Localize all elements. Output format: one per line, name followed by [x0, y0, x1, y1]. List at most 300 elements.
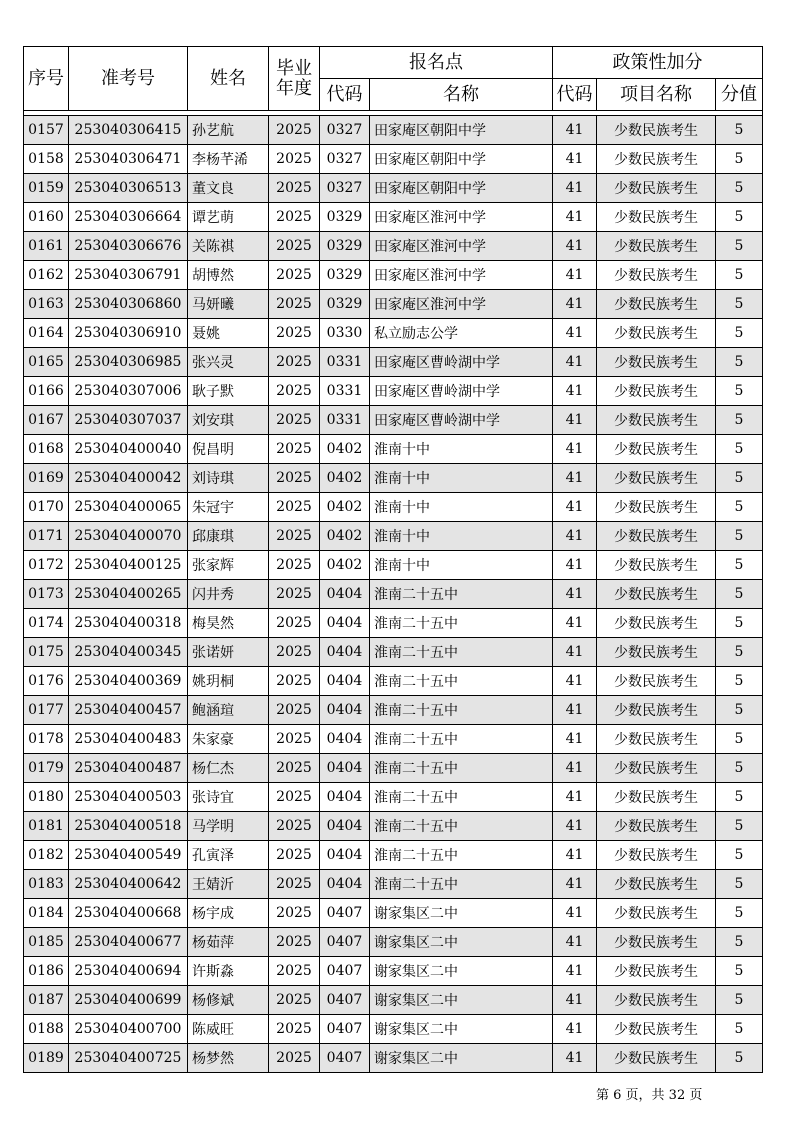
cell-seq: 0178 [24, 725, 69, 754]
cell-policy-item: 少数民族考生 [597, 1015, 716, 1044]
cell-exam-no: 253040400040 [69, 435, 188, 464]
cell-policy-item: 少数民族考生 [597, 841, 716, 870]
cell-policy-code: 41 [553, 290, 597, 319]
cell-seq: 0165 [24, 348, 69, 377]
cell-name: 许斯淼 [188, 957, 269, 986]
cell-grad-year: 2025 [269, 696, 320, 725]
cell-seq: 0173 [24, 580, 69, 609]
cell-policy-score: 5 [716, 290, 763, 319]
table-row [24, 580, 763, 609]
cell-exam-no: 253040307006 [69, 377, 188, 406]
cell-policy-score: 5 [716, 232, 763, 261]
table-row [24, 783, 763, 812]
table-row [24, 725, 763, 754]
cell-policy-code: 41 [553, 725, 597, 754]
cell-name: 孔寅泽 [188, 841, 269, 870]
cell-policy-score: 5 [716, 783, 763, 812]
cell-exam-no: 253040400345 [69, 638, 188, 667]
cell-policy-score: 5 [716, 406, 763, 435]
cell-exam-no: 253040400700 [69, 1015, 188, 1044]
cell-reg-code: 0402 [320, 551, 370, 580]
cell-policy-code: 41 [553, 232, 597, 261]
table-row [24, 290, 763, 319]
cell-policy-code: 41 [553, 957, 597, 986]
cell-exam-no: 253040306415 [69, 116, 188, 145]
cell-name: 姚玥桐 [188, 667, 269, 696]
table-row [24, 145, 763, 174]
cell-name: 张兴灵 [188, 348, 269, 377]
table-row [24, 522, 763, 551]
cell-policy-code: 41 [553, 319, 597, 348]
cell-grad-year: 2025 [269, 232, 320, 261]
cell-reg-name: 谢家集区二中 [370, 957, 553, 986]
cell-reg-code: 0331 [320, 406, 370, 435]
cell-grad-year: 2025 [269, 261, 320, 290]
cell-policy-score: 5 [716, 116, 763, 145]
cell-policy-score: 5 [716, 609, 763, 638]
cell-policy-item: 少数民族考生 [597, 319, 716, 348]
cell-grad-year: 2025 [269, 203, 320, 232]
cell-reg-code: 0404 [320, 841, 370, 870]
cell-policy-item: 少数民族考生 [597, 609, 716, 638]
cell-name: 杨修斌 [188, 986, 269, 1015]
cell-policy-code: 41 [553, 812, 597, 841]
cell-policy-score: 5 [716, 580, 763, 609]
cell-policy-code: 41 [553, 493, 597, 522]
cell-policy-code: 41 [553, 783, 597, 812]
cell-seq: 0180 [24, 783, 69, 812]
cell-policy-score: 5 [716, 348, 763, 377]
cell-reg-code: 0404 [320, 870, 370, 899]
cell-grad-year: 2025 [269, 1044, 320, 1073]
cell-reg-code: 0404 [320, 638, 370, 667]
cell-exam-no: 253040400483 [69, 725, 188, 754]
cell-seq: 0160 [24, 203, 69, 232]
cell-exam-no: 253040400549 [69, 841, 188, 870]
cell-seq: 0161 [24, 232, 69, 261]
cell-reg-name: 田家庵区朝阳中学 [370, 116, 553, 145]
cell-name: 刘诗琪 [188, 464, 269, 493]
table-row [24, 406, 763, 435]
table-row [24, 261, 763, 290]
cell-reg-name: 淮南十中 [370, 551, 553, 580]
cell-name: 王婧沂 [188, 870, 269, 899]
table-row [24, 928, 763, 957]
cell-reg-code: 0404 [320, 812, 370, 841]
cell-reg-code: 0404 [320, 580, 370, 609]
header-name: 姓名 [188, 47, 269, 111]
table-row [24, 841, 763, 870]
cell-name: 聂姚 [188, 319, 269, 348]
cell-exam-no: 253040400070 [69, 522, 188, 551]
cell-exam-no: 253040400503 [69, 783, 188, 812]
table-row [24, 348, 763, 377]
table-row [24, 1015, 763, 1044]
cell-policy-item: 少数民族考生 [597, 116, 716, 145]
cell-name: 梅昊然 [188, 609, 269, 638]
cell-exam-no: 253040400518 [69, 812, 188, 841]
cell-policy-item: 少数民族考生 [597, 232, 716, 261]
cell-reg-name: 谢家集区二中 [370, 1044, 553, 1073]
cell-policy-score: 5 [716, 754, 763, 783]
cell-policy-item: 少数民族考生 [597, 522, 716, 551]
cell-grad-year: 2025 [269, 754, 320, 783]
cell-policy-item: 少数民族考生 [597, 986, 716, 1015]
cell-seq: 0169 [24, 464, 69, 493]
cell-policy-score: 5 [716, 986, 763, 1015]
cell-policy-score: 5 [716, 464, 763, 493]
cell-policy-code: 41 [553, 696, 597, 725]
table-row [24, 754, 763, 783]
cell-policy-item: 少数民族考生 [597, 580, 716, 609]
cell-policy-item: 少数民族考生 [597, 406, 716, 435]
table-row [24, 609, 763, 638]
cell-exam-no: 253040400457 [69, 696, 188, 725]
header-policy-item: 项目名称 [597, 79, 716, 111]
cell-reg-name: 淮南二十五中 [370, 870, 553, 899]
table-row [24, 551, 763, 580]
cell-policy-code: 41 [553, 899, 597, 928]
cell-exam-no: 253040400642 [69, 870, 188, 899]
cell-reg-code: 0402 [320, 435, 370, 464]
cell-name: 闪井秀 [188, 580, 269, 609]
cell-policy-code: 41 [553, 348, 597, 377]
cell-name: 倪昌明 [188, 435, 269, 464]
cell-reg-code: 0407 [320, 1015, 370, 1044]
cell-name: 张诺妍 [188, 638, 269, 667]
cell-reg-code: 0407 [320, 986, 370, 1015]
cell-reg-name: 田家庵区淮河中学 [370, 203, 553, 232]
cell-policy-item: 少数民族考生 [597, 174, 716, 203]
cell-policy-item: 少数民族考生 [597, 957, 716, 986]
table-row [24, 957, 763, 986]
cell-seq: 0168 [24, 435, 69, 464]
cell-seq: 0189 [24, 1044, 69, 1073]
header-exam-no: 准考号 [69, 47, 188, 111]
cell-policy-code: 41 [553, 406, 597, 435]
table-row [24, 899, 763, 928]
cell-name: 朱家豪 [188, 725, 269, 754]
cell-grad-year: 2025 [269, 319, 320, 348]
cell-reg-code: 0407 [320, 899, 370, 928]
cell-policy-item: 少数民族考生 [597, 870, 716, 899]
cell-grad-year: 2025 [269, 1015, 320, 1044]
cell-reg-name: 淮南二十五中 [370, 667, 553, 696]
header-policy-score: 分值 [716, 79, 763, 111]
cell-reg-code: 0407 [320, 928, 370, 957]
cell-reg-name: 淮南二十五中 [370, 696, 553, 725]
cell-policy-item: 少数民族考生 [597, 145, 716, 174]
cell-exam-no: 253040400369 [69, 667, 188, 696]
cell-grad-year: 2025 [269, 116, 320, 145]
cell-seq: 0188 [24, 1015, 69, 1044]
cell-seq: 0163 [24, 290, 69, 319]
cell-reg-code: 0402 [320, 493, 370, 522]
cell-name: 杨茹萍 [188, 928, 269, 957]
cell-policy-item: 少数民族考生 [597, 812, 716, 841]
cell-reg-name: 田家庵区淮河中学 [370, 290, 553, 319]
cell-policy-code: 41 [553, 551, 597, 580]
cell-reg-name: 谢家集区二中 [370, 1015, 553, 1044]
table-body [24, 116, 763, 1073]
header-grad-year-text: 毕业年度 [276, 57, 312, 99]
cell-grad-year: 2025 [269, 464, 320, 493]
cell-exam-no: 253040400699 [69, 986, 188, 1015]
cell-policy-item: 少数民族考生 [597, 783, 716, 812]
cell-name: 马学明 [188, 812, 269, 841]
cell-reg-code: 0329 [320, 290, 370, 319]
cell-policy-score: 5 [716, 957, 763, 986]
cell-reg-name: 田家庵区朝阳中学 [370, 174, 553, 203]
cell-policy-item: 少数民族考生 [597, 464, 716, 493]
table-row [24, 1044, 763, 1073]
cell-grad-year: 2025 [269, 638, 320, 667]
cell-grad-year: 2025 [269, 145, 320, 174]
table-row [24, 812, 763, 841]
cell-policy-code: 41 [553, 464, 597, 493]
cell-policy-item: 少数民族考生 [597, 928, 716, 957]
header-grad-year [269, 47, 320, 111]
cell-seq: 0157 [24, 116, 69, 145]
cell-reg-code: 0329 [320, 261, 370, 290]
cell-exam-no: 253040307037 [69, 406, 188, 435]
cell-exam-no: 253040306985 [69, 348, 188, 377]
cell-policy-score: 5 [716, 899, 763, 928]
cell-reg-code: 0407 [320, 957, 370, 986]
cell-name: 谭艺萌 [188, 203, 269, 232]
cell-policy-score: 5 [716, 435, 763, 464]
cell-grad-year: 2025 [269, 522, 320, 551]
table-row [24, 232, 763, 261]
cell-policy-code: 41 [553, 580, 597, 609]
cell-policy-code: 41 [553, 261, 597, 290]
cell-seq: 0182 [24, 841, 69, 870]
cell-policy-score: 5 [716, 261, 763, 290]
cell-exam-no: 253040400677 [69, 928, 188, 957]
cell-reg-code: 0331 [320, 377, 370, 406]
cell-policy-code: 41 [553, 1044, 597, 1073]
header-reg-code: 代码 [320, 79, 370, 111]
cell-exam-no: 253040306513 [69, 174, 188, 203]
cell-grad-year: 2025 [269, 290, 320, 319]
cell-seq: 0176 [24, 667, 69, 696]
cell-reg-code: 0329 [320, 203, 370, 232]
cell-grad-year: 2025 [269, 783, 320, 812]
cell-reg-name: 私立励志公学 [370, 319, 553, 348]
cell-seq: 0175 [24, 638, 69, 667]
cell-seq: 0185 [24, 928, 69, 957]
cell-reg-name: 淮南二十五中 [370, 841, 553, 870]
cell-reg-code: 0404 [320, 754, 370, 783]
cell-seq: 0174 [24, 609, 69, 638]
table-row [24, 464, 763, 493]
cell-policy-code: 41 [553, 522, 597, 551]
cell-seq: 0187 [24, 986, 69, 1015]
cell-policy-score: 5 [716, 841, 763, 870]
table-row [24, 319, 763, 348]
table-row [24, 870, 763, 899]
cell-policy-code: 41 [553, 377, 597, 406]
cell-name: 杨梦然 [188, 1044, 269, 1073]
cell-policy-score: 5 [716, 725, 763, 754]
cell-name: 关陈祺 [188, 232, 269, 261]
cell-name: 孙艺航 [188, 116, 269, 145]
cell-name: 耿子默 [188, 377, 269, 406]
cell-reg-name: 淮南十中 [370, 493, 553, 522]
table-row [24, 377, 763, 406]
cell-reg-name: 淮南二十五中 [370, 812, 553, 841]
cell-reg-name: 淮南十中 [370, 435, 553, 464]
cell-exam-no: 253040400694 [69, 957, 188, 986]
cell-seq: 0166 [24, 377, 69, 406]
cell-policy-code: 41 [553, 116, 597, 145]
cell-grad-year: 2025 [269, 986, 320, 1015]
table-row [24, 493, 763, 522]
cell-reg-name: 淮南二十五中 [370, 609, 553, 638]
cell-grad-year: 2025 [269, 406, 320, 435]
cell-name: 刘安琪 [188, 406, 269, 435]
cell-exam-no: 253040400487 [69, 754, 188, 783]
cell-policy-score: 5 [716, 174, 763, 203]
cell-seq: 0171 [24, 522, 69, 551]
cell-name: 邱康琪 [188, 522, 269, 551]
cell-policy-score: 5 [716, 1015, 763, 1044]
cell-policy-score: 5 [716, 812, 763, 841]
cell-exam-no: 253040306860 [69, 290, 188, 319]
cell-name: 胡博然 [188, 261, 269, 290]
cell-policy-code: 41 [553, 609, 597, 638]
cell-policy-item: 少数民族考生 [597, 203, 716, 232]
cell-seq: 0181 [24, 812, 69, 841]
cell-name: 张家辉 [188, 551, 269, 580]
cell-reg-name: 谢家集区二中 [370, 928, 553, 957]
cell-policy-score: 5 [716, 203, 763, 232]
table-row [24, 116, 763, 145]
cell-name: 马妍曦 [188, 290, 269, 319]
cell-reg-code: 0402 [320, 522, 370, 551]
cell-name: 杨仁杰 [188, 754, 269, 783]
cell-reg-name: 淮南二十五中 [370, 638, 553, 667]
cell-reg-code: 0327 [320, 145, 370, 174]
cell-policy-item: 少数民族考生 [597, 899, 716, 928]
cell-policy-score: 5 [716, 928, 763, 957]
cell-grad-year: 2025 [269, 957, 320, 986]
cell-policy-code: 41 [553, 1015, 597, 1044]
cell-policy-code: 41 [553, 638, 597, 667]
cell-reg-name: 淮南十中 [370, 522, 553, 551]
table-row [24, 174, 763, 203]
cell-grad-year: 2025 [269, 551, 320, 580]
table-row [24, 667, 763, 696]
cell-grad-year: 2025 [269, 174, 320, 203]
cell-policy-code: 41 [553, 174, 597, 203]
header-reg-name: 名称 [370, 79, 553, 111]
cell-seq: 0159 [24, 174, 69, 203]
cell-seq: 0177 [24, 696, 69, 725]
cell-name: 董文良 [188, 174, 269, 203]
cell-name: 陈威旺 [188, 1015, 269, 1044]
cell-reg-name: 田家庵区曹岭湖中学 [370, 406, 553, 435]
cell-policy-item: 少数民族考生 [597, 667, 716, 696]
cell-reg-code: 0327 [320, 174, 370, 203]
cell-policy-code: 41 [553, 667, 597, 696]
cell-policy-score: 5 [716, 638, 763, 667]
cell-policy-score: 5 [716, 551, 763, 580]
cell-seq: 0158 [24, 145, 69, 174]
cell-seq: 0167 [24, 406, 69, 435]
cell-grad-year: 2025 [269, 841, 320, 870]
table-row [24, 203, 763, 232]
cell-reg-code: 0404 [320, 667, 370, 696]
cell-exam-no: 253040400042 [69, 464, 188, 493]
cell-reg-code: 0404 [320, 725, 370, 754]
cell-reg-name: 淮南二十五中 [370, 783, 553, 812]
cell-policy-score: 5 [716, 522, 763, 551]
cell-exam-no: 253040400125 [69, 551, 188, 580]
cell-policy-code: 41 [553, 928, 597, 957]
cell-grad-year: 2025 [269, 348, 320, 377]
cell-exam-no: 253040400265 [69, 580, 188, 609]
cell-policy-code: 41 [553, 870, 597, 899]
cell-policy-item: 少数民族考生 [597, 435, 716, 464]
cell-exam-no: 253040306471 [69, 145, 188, 174]
cell-seq: 0164 [24, 319, 69, 348]
cell-reg-name: 淮南二十五中 [370, 754, 553, 783]
cell-policy-item: 少数民族考生 [597, 261, 716, 290]
score-table [23, 46, 763, 1073]
cell-grad-year: 2025 [269, 928, 320, 957]
table-row [24, 435, 763, 464]
cell-grad-year: 2025 [269, 667, 320, 696]
header-policy-code: 代码 [553, 79, 597, 111]
cell-seq: 0172 [24, 551, 69, 580]
cell-grad-year: 2025 [269, 812, 320, 841]
cell-policy-score: 5 [716, 696, 763, 725]
cell-policy-item: 少数民族考生 [597, 493, 716, 522]
table-row [24, 696, 763, 725]
cell-name: 朱冠宇 [188, 493, 269, 522]
page-footer: 第 6 页，共 32 页 [596, 1088, 703, 1103]
cell-policy-code: 41 [553, 754, 597, 783]
cell-seq: 0179 [24, 754, 69, 783]
cell-exam-no: 253040306676 [69, 232, 188, 261]
cell-reg-name: 田家庵区曹岭湖中学 [370, 348, 553, 377]
cell-policy-item: 少数民族考生 [597, 348, 716, 377]
cell-grad-year: 2025 [269, 899, 320, 928]
cell-grad-year: 2025 [269, 493, 320, 522]
cell-reg-code: 0404 [320, 609, 370, 638]
cell-grad-year: 2025 [269, 580, 320, 609]
table-row [24, 986, 763, 1015]
cell-exam-no: 253040306664 [69, 203, 188, 232]
cell-reg-code: 0407 [320, 1044, 370, 1073]
cell-policy-score: 5 [716, 667, 763, 696]
header-policy: 政策性加分 [553, 47, 763, 79]
cell-name: 张诗宜 [188, 783, 269, 812]
cell-reg-name: 谢家集区二中 [370, 899, 553, 928]
cell-exam-no: 253040306910 [69, 319, 188, 348]
cell-exam-no: 253040306791 [69, 261, 188, 290]
cell-reg-name: 田家庵区朝阳中学 [370, 145, 553, 174]
cell-reg-name: 淮南二十五中 [370, 725, 553, 754]
cell-policy-code: 41 [553, 203, 597, 232]
cell-policy-score: 5 [716, 145, 763, 174]
cell-policy-code: 41 [553, 145, 597, 174]
cell-policy-item: 少数民族考生 [597, 377, 716, 406]
cell-name: 李杨芊浠 [188, 145, 269, 174]
cell-grad-year: 2025 [269, 609, 320, 638]
cell-policy-score: 5 [716, 493, 763, 522]
